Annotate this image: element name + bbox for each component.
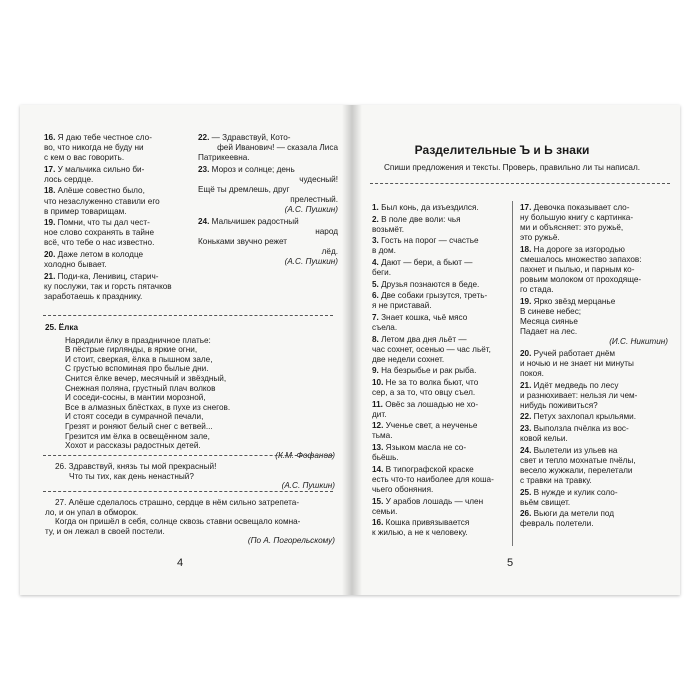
exercise-item <box>372 465 506 495</box>
exercise-line: Коньками звучно режет <box>198 236 288 246</box>
exercise-line: 18. На дороге за изгородью <box>520 244 625 254</box>
left-column-2 <box>198 133 338 269</box>
exercise-item <box>372 203 506 213</box>
exercise-number: 18. <box>44 186 58 196</box>
author-credit: (А.С. Пушкин) <box>284 205 338 215</box>
exercise-number: 22. <box>198 133 212 142</box>
exercise-line: ровьим молоком от проходяще- <box>520 275 642 285</box>
exercise-line: 8. Летом два дня льёт — <box>372 334 467 344</box>
exercise-line: заработаешь к празднику. <box>44 291 143 301</box>
exercise-line: лёд. <box>321 247 338 257</box>
exercise-line: съела. <box>372 323 398 333</box>
exercise-number: 8. <box>372 334 382 344</box>
page-number: 5 <box>507 557 514 569</box>
exercise-line: семьи. <box>372 506 398 516</box>
exercise-line: и разнюхивает: нельзя ли чем- <box>520 390 638 400</box>
exercise-line: к жилью, а не к человеку. <box>372 528 468 538</box>
exercise-number: 13. <box>372 443 386 453</box>
book-spread <box>20 105 680 595</box>
right-page <box>352 105 680 595</box>
exercise-line: 2. В поле две воли: чья <box>372 214 461 224</box>
exercise-line: В синеве небес; <box>520 306 582 316</box>
exercise-item <box>372 421 506 441</box>
exercise-line: 26. Вьюги да метели под <box>520 509 615 519</box>
exercise-item <box>520 446 668 486</box>
exercise-number: 21. <box>520 380 534 390</box>
exercise-line: 20. Ручей работает днём <box>520 348 616 358</box>
exercise-number: 18. <box>520 244 534 254</box>
exercise-line: 23. Мороз и солнце; день <box>198 164 295 174</box>
exercise-line: 13. Языком масла не со- <box>372 443 467 453</box>
exercise-line: 21. Идёт медведь по лесу <box>520 380 619 390</box>
exercise-line: ну большую книгу с картинка- <box>520 213 634 223</box>
exercise-item <box>372 400 506 420</box>
exercise-line: Падает на лес. <box>520 327 578 337</box>
exercise-line: 16. Кошка привязывается <box>372 518 470 528</box>
exercise-line: есть что-то наиболее для коша- <box>372 474 494 484</box>
exercise-26 <box>45 462 335 491</box>
section-divider <box>43 315 333 316</box>
exercise-line: 23. Выползла пчёлка из вос- <box>520 423 629 433</box>
exercise-line: лось сердце. <box>44 174 94 184</box>
exercise-line: 11. Овёс за лошадью не хо- <box>372 399 479 409</box>
exercise-item <box>520 488 668 508</box>
exercise-number: 5. <box>372 279 382 289</box>
text-line: Когда он пришёл в себя, солнце сквозь ставни освещало комна- <box>55 517 301 527</box>
exercise-line: сер, а за то, что овцу съел. <box>372 388 476 398</box>
exercise-line: февраль полетели. <box>520 519 594 529</box>
exercise-line: я не приставай. <box>372 301 432 311</box>
exercise-line: 10. Не за то волка бьют, что <box>372 378 479 387</box>
exercise-number: 1. <box>372 203 382 212</box>
exercise-item <box>44 250 186 270</box>
left-column-1 <box>44 133 186 304</box>
exercise-line: 22. — Здравствуй, Кото- <box>198 133 291 142</box>
exercise-line: нибудь поживиться? <box>520 400 598 410</box>
author-credit: (А.С. Пушкин) <box>281 481 335 491</box>
exercise-line: 14. В типографской краске <box>372 464 474 474</box>
exercise-number: 3. <box>372 236 382 246</box>
text-line: И соседи-сосны, в мантии морозной, <box>65 393 206 403</box>
poem-title: 25. Ёлка <box>45 323 79 332</box>
exercise-line: в пример товарищам. <box>44 206 127 216</box>
exercise-item <box>44 133 186 163</box>
left-page <box>20 105 350 595</box>
section-divider <box>43 491 333 492</box>
exercise-number: 12. <box>372 421 386 431</box>
exercise-item <box>44 218 186 248</box>
exercise-number: 20. <box>44 250 58 260</box>
exercise-number: 23. <box>520 423 534 433</box>
exercise-item <box>520 381 668 411</box>
exercise-line: смешалось множество запахов: <box>520 254 642 264</box>
exercise-number: 27. <box>55 498 69 507</box>
exercise-item <box>198 165 338 215</box>
exercise-line: пахнет и пылью, и парным ко- <box>520 265 635 275</box>
exercise-item <box>372 291 506 311</box>
exercise-number: 14. <box>372 464 386 474</box>
exercise-line: в дом. <box>372 246 396 256</box>
author-credit: (К.М. Фофанов) <box>275 450 335 460</box>
exercise-line: чудесный! <box>299 174 338 184</box>
exercise-number: 19. <box>520 296 534 306</box>
exercise-line: Патрикеевна. <box>198 153 250 163</box>
exercise-number: 4. <box>372 257 382 267</box>
exercise-25 <box>45 323 335 460</box>
exercise-line: и ночью и не знает ни минуты <box>520 358 634 368</box>
text-line: Нарядили ёлку в праздничное платье: <box>65 335 211 345</box>
exercise-item <box>520 245 668 295</box>
exercise-item <box>520 424 668 444</box>
exercise-item <box>198 217 338 267</box>
exercise-line: 17. Девочка показывает сло- <box>520 203 630 212</box>
exercise-line: с кем о вас говорить. <box>44 153 125 163</box>
exercise-number: 21. <box>44 271 58 281</box>
exercise-line: 18. Алёше совестно было, <box>44 186 145 196</box>
exercise-number: 25. <box>520 487 534 497</box>
text-line: ту, и он лежал в своей постели. <box>45 526 165 536</box>
exercise-number: 26. <box>55 462 69 471</box>
exercise-line: ковой кельи. <box>520 434 568 444</box>
exercise-line: 24. Вылетели из ульев на <box>520 445 618 455</box>
exercise-item <box>372 258 506 278</box>
exercise-line: это ружьё. <box>520 233 560 243</box>
exercise-number: 17. <box>520 203 534 212</box>
instruction-text: Спиши предложения и тексты. Проверь, правильно ли ты написал. <box>384 163 640 172</box>
exercise-line: 12. Ученье свет, а неученье <box>372 421 478 431</box>
page-number: 4 <box>177 557 184 569</box>
exercise-line: 16. Я даю тебе честное сло- <box>44 133 152 142</box>
exercise-number: 7. <box>372 312 382 322</box>
exercise-line: прелестный. <box>290 195 338 205</box>
exercise-line: го стада. <box>520 285 554 295</box>
exercise-line: ное слово сохранять в тайне <box>44 228 155 238</box>
exercise-line: 17. У мальчика сильно би- <box>44 164 145 174</box>
text-line: 27. Алёше сделалось страшно, сердце в нём сильно затрепета- <box>55 498 300 507</box>
text-line: И стоит, сверкая, ёлка в пышном зале, <box>65 354 213 364</box>
text-line: Снится ёлке вечер, месячный и звёздный, <box>65 373 227 383</box>
exercise-line: всё, что тебе о нас известно. <box>44 238 155 248</box>
exercise-line: Ещё ты дремлешь, друг <box>198 184 290 194</box>
exercise-line: дит. <box>372 409 387 419</box>
text-line: И стоят соседи в сумрачной печали, <box>65 412 204 422</box>
exercise-number: 9. <box>372 366 382 376</box>
text-line: С грустью вспоминая про былые дни. <box>65 364 209 374</box>
exercise-line: 15. У арабов лошадь — член <box>372 496 484 506</box>
exercise-line: ку послужи, так и горсть пятачков <box>44 281 172 291</box>
exercise-item <box>372 335 506 365</box>
exercise-number: 26. <box>520 509 534 519</box>
exercise-item <box>372 378 506 398</box>
exercise-line: 4. Дают — бери, а бьют — <box>372 257 473 267</box>
exercise-line: 19. Ярко звёзд мерцанье <box>520 296 616 306</box>
exercise-line: 24. Мальчишек радостный <box>198 216 299 226</box>
text-line: Что ты тих, как день ненастный? <box>69 471 194 481</box>
exercise-line: беги. <box>372 268 391 278</box>
right-column-2 <box>520 203 668 531</box>
exercise-line: 22. Петух захлопал крыльями. <box>520 412 636 422</box>
right-column-1 <box>372 203 506 540</box>
text-line: 26. Здравствуй, князь ты мой прекрасный! <box>55 462 217 471</box>
exercise-line: 9. На безрыбье и рак рыба. <box>372 366 477 376</box>
exercise-number: 17. <box>44 164 58 174</box>
exercise-line: народ <box>315 226 338 236</box>
exercise-number: 20. <box>520 348 534 358</box>
exercise-line: возьмёт. <box>372 224 405 234</box>
exercise-number: 2. <box>372 214 382 224</box>
exercise-item <box>520 203 668 243</box>
text-line: Снежная поляна, грустный плач волков <box>65 383 216 393</box>
exercise-number: 11. <box>372 399 386 409</box>
exercise-item <box>520 412 668 422</box>
exercise-27 <box>45 498 335 546</box>
exercise-line: холодно бывает. <box>44 260 107 270</box>
text-line: ло, и он упал в обморок. <box>45 507 139 517</box>
text-line: Грезится им ёлка в освещённом зале, <box>65 431 210 441</box>
exercise-line: 1. Был конь, да изъездился. <box>372 203 479 212</box>
exercise-line: весело жужжали, перелетали <box>520 465 633 475</box>
exercise-item <box>372 215 506 235</box>
exercise-line: вьём свищет. <box>520 497 571 507</box>
exercise-line: 5. Друзья познаются в беде. <box>372 279 480 289</box>
exercise-line: фей Иванович! — сказала Лиса <box>217 143 338 153</box>
exercise-number: 15. <box>372 496 386 506</box>
text-line: Хохот и рассказы радостных детей. <box>65 441 201 451</box>
exercise-line: свет и тепло мохнатые пчёлы, <box>520 455 636 465</box>
exercise-item <box>44 186 186 216</box>
exercise-line: бьёшь. <box>372 453 399 463</box>
exercise-number: 22. <box>520 412 534 422</box>
exercise-line: 3. Гость на порог — счастье <box>372 236 479 246</box>
exercise-item <box>372 366 506 376</box>
exercise-number: 19. <box>44 218 58 228</box>
exercise-line: покоя. <box>520 369 544 378</box>
exercise-number: 23. <box>198 164 212 174</box>
exercise-item <box>372 443 506 463</box>
exercise-line: 21. Поди-ка, Ленивиц, старич- <box>44 271 159 281</box>
exercise-item <box>372 313 506 333</box>
exercise-number: 24. <box>520 445 534 455</box>
exercise-item <box>372 236 506 256</box>
exercise-item <box>44 165 186 185</box>
text-line: Грезят и роняют белый снег с ветвей... <box>65 421 213 431</box>
text-line: В пёстрые гирлянды, в яркие огни, <box>65 345 198 355</box>
exercise-number: 10. <box>372 378 386 387</box>
exercise-line: ми и объясняет: это ружьё, <box>520 223 624 233</box>
exercise-item <box>44 272 186 302</box>
exercise-line: тьма. <box>372 431 393 441</box>
exercise-item <box>198 133 338 163</box>
author-credit: (И.С. Никитин) <box>609 337 668 347</box>
exercise-line: 19. Помни, что ты дал чест- <box>44 218 150 228</box>
exercise-line: чьего обоняния. <box>372 484 434 494</box>
exercise-line: во, что никогда не буду ни <box>44 143 144 153</box>
exercise-item <box>372 497 506 517</box>
author-credit: (А.С. Пушкин) <box>284 257 338 267</box>
column-divider <box>512 201 513 546</box>
text-line: Все в алмазных блёстках, в пухе из снегов. <box>65 402 231 412</box>
exercise-line: 6. Две собаки грызутся, треть- <box>372 291 488 301</box>
exercise-item <box>520 509 668 529</box>
exercise-item <box>520 297 668 347</box>
section-divider <box>43 455 333 456</box>
exercise-line: 20. Даже летом в колодце <box>44 250 144 260</box>
exercise-number: 16. <box>44 133 58 142</box>
exercise-line: что незаслуженно ставили его <box>44 196 160 206</box>
exercise-number: 24. <box>198 216 212 226</box>
exercise-line: 25. В нужде и кулик соло- <box>520 487 618 497</box>
exercise-line: две недели сохнет. <box>372 354 445 364</box>
exercise-item <box>372 518 506 538</box>
exercise-line: 7. Знает кошка, чьё мясо <box>372 312 468 322</box>
exercise-line: Месяца сиянье <box>520 317 578 327</box>
exercise-number: 16. <box>372 518 386 528</box>
section-title: Разделительные Ъ и Ь знаки <box>414 143 590 157</box>
exercise-number: 6. <box>372 291 382 301</box>
exercise-line: час сохнет, осенью — час льёт, <box>372 344 491 354</box>
exercise-item <box>520 349 668 379</box>
exercise-line: с травки на травку. <box>520 475 592 485</box>
section-divider <box>370 183 670 184</box>
exercise-item <box>372 280 506 290</box>
author-credit: (По А. Погорельскому) <box>247 536 335 546</box>
